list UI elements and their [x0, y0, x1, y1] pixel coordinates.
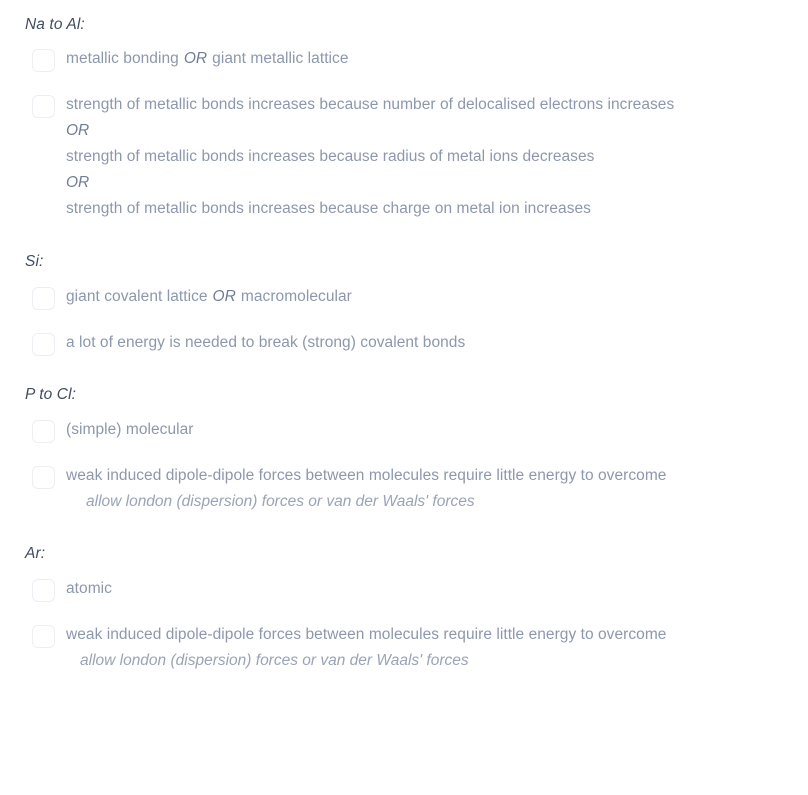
or-line: OR [66, 122, 90, 139]
criterion-checkbox[interactable] [32, 466, 55, 489]
or-separator: OR [183, 50, 208, 67]
section-ar [0, 515, 808, 674]
criterion-body [66, 417, 808, 443]
criteria-list-si [0, 272, 808, 356]
section-heading-na-to-al: Na to Al: [25, 16, 85, 33]
or-line: OR [66, 174, 90, 191]
criterion-body [66, 284, 808, 310]
criterion-text-before: metallic bonding [66, 50, 179, 67]
section-heading-p-to-cl: P to Cl: [25, 386, 77, 403]
criterion-line: atomic [66, 580, 112, 597]
criterion-checkbox[interactable] [32, 333, 55, 356]
criterion-body [66, 46, 808, 72]
criterion-checkbox[interactable] [32, 287, 55, 310]
criterion-note: allow london (dispersion) forces or van der Waals' forces [80, 652, 469, 669]
criterion-text-after: macromolecular [240, 288, 352, 305]
criteria-list-ar [0, 564, 808, 674]
criterion-body [66, 92, 808, 222]
criterion-line: strength of metallic bonds increases because radius of metal ions decreases [66, 148, 595, 165]
criterion-checkbox[interactable] [32, 49, 55, 72]
criterion-checkbox[interactable] [32, 420, 55, 443]
criterion-line: weak induced dipole-dipole forces between molecules require little energy to overcome [66, 467, 667, 484]
criteria-list-p-to-cl [0, 405, 808, 515]
criterion-row[interactable] [0, 284, 808, 310]
criterion-row[interactable] [0, 417, 808, 443]
criterion-body [66, 576, 808, 602]
criterion-body [66, 622, 808, 674]
criterion-line [66, 46, 778, 72]
section-heading-ar: Ar: [25, 545, 46, 562]
criterion-row[interactable] [0, 330, 808, 356]
criteria-list-na-to-al [0, 35, 808, 222]
criterion-row[interactable] [0, 46, 808, 72]
section-heading-si: Si: [25, 253, 44, 270]
criterion-line: weak induced dipole-dipole forces between molecules require little energy to overcome [66, 626, 667, 643]
criterion-row[interactable] [0, 92, 808, 222]
criterion-text-after: giant metallic lattice [212, 50, 349, 67]
criterion-line [66, 284, 778, 310]
criterion-body [66, 463, 808, 515]
criterion-row[interactable] [0, 622, 808, 674]
section-si [0, 222, 808, 356]
criterion-row[interactable] [0, 463, 808, 515]
criterion-text-before: giant covalent lattice [66, 288, 208, 305]
criterion-line: strength of metallic bonds increases because number of delocalised electrons increases [66, 96, 675, 113]
criterion-checkbox[interactable] [32, 625, 55, 648]
or-separator: OR [212, 288, 236, 305]
criterion-body [66, 330, 808, 356]
section-na-to-al [0, 0, 808, 222]
criterion-line: (simple) molecular [66, 421, 194, 438]
criterion-checkbox[interactable] [32, 95, 55, 118]
criterion-line: strength of metallic bonds increases because charge on metal ion increases [66, 200, 591, 217]
criterion-line: a lot of energy is needed to break (strong) covalent bonds [66, 334, 466, 351]
criterion-checkbox[interactable] [32, 579, 55, 602]
criterion-note: allow london (dispersion) forces or van der Waals' forces [86, 493, 475, 510]
section-p-to-cl [0, 356, 808, 515]
criterion-row[interactable] [0, 576, 808, 602]
